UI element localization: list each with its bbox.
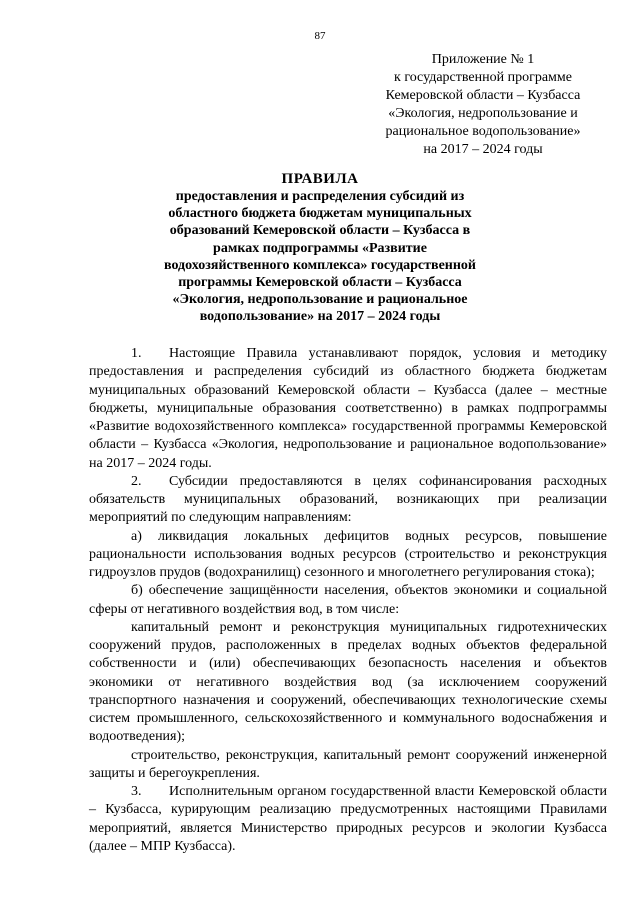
title-line: областного бюджета бюджетам муниципальных: [168, 206, 472, 222]
paragraph-text: Настоящие Правила устанавливают порядок, условия и методику предоставления и распределения субсидий из областного бюджета бюджетам муниципальных образований Кемеровской области – Кузбасса (далее – местные бюджеты, муниципальные образования соответственно) в рамках подпрограммы «Развитие водохозяйственного комплекса» государственной программы Кемеровской области – Кузбасса «Экология, недропользование и рациональное водопользование» на 2017 – 2024 годы.: [89, 346, 607, 471]
page-number: 87: [314, 30, 326, 42]
paragraph-2: [89, 473, 607, 528]
paragraph-2-item-b-1: капитальный ремонт и реконструкция муниципальных гидротехнических сооружений прудов, расположенных в пределах водных объектов федеральной собственности и (или) обеспечивающих безопасность населения и объектов экономики от негативного воздействия вод (за исключением сооружений транспортного назначения и сооружений, обеспечивающих технологические схемы систем промышленного, сельскохозяйственного и коммунального водоснабжения и водоотведения);: [89, 619, 607, 745]
title-line: предоставления и распределения субсидий из: [175, 189, 465, 204]
paragraph-text: Исполнительным органом государственной власти Кемеровской области – Кузбасса, курирующим реализацию предусмотренных настоящими Правилами мероприятий, является Министерство природных ресурсов и экологии Кузбасса (далее – МПР Кузбасса).: [89, 784, 607, 854]
paragraph-number: 3.: [131, 784, 142, 799]
paragraph-number: 2.: [131, 473, 142, 489]
paragraph-2-item-b: б) обеспечение защищённости населения, объектов экономики и социальной сферы от негативного воздействия вод, в том числе:: [89, 583, 607, 617]
paragraph-2-item-a: а) ликвидация локальных дефицитов водных ресурсов, повышение рациональности использования водных ресурсов (строительство и реконструкция гидроузлов прудов (водохранилищ) сезонного и многолетнего регулирования стока);: [89, 528, 607, 580]
title-line: «Экология, недропользование и рациональное: [172, 292, 468, 308]
title-line: водохозяйственного комплекса» государственной: [163, 257, 476, 273]
appendix-line: Кемеровской области – Кузбасса: [385, 88, 581, 103]
appendix-header: [360, 51, 606, 159]
paragraph-text: Субсидии предоставляются в целях софинансирования расходных обязательств муниципальных образований, возникающих при реализации мероприятий по следующим направлениям:: [89, 473, 607, 526]
document-title: [140, 170, 500, 326]
appendix-line: на 2017 – 2024 годы: [423, 142, 543, 157]
title-line: водопользование» на 2017 – 2024 годы: [199, 309, 441, 325]
paragraph-3: [89, 783, 607, 856]
title-line: программы Кемеровской области – Кузбасса: [178, 275, 462, 291]
title-line: образований Кемеровской области – Кузбасса в: [169, 223, 471, 239]
paragraph-number: 1.: [131, 346, 142, 361]
appendix-line: «Экология, недропользование и: [388, 106, 578, 121]
appendix-line: рациональное водопользование»: [385, 124, 581, 139]
appendix-line: Приложение № 1: [431, 52, 535, 67]
paragraph-1: [89, 345, 607, 473]
title-heading: ПРАВИЛА: [281, 171, 359, 187]
appendix-line: к государственной программе: [394, 70, 572, 85]
title-line: рамках подпрограммы «Развитие: [213, 240, 427, 256]
paragraph-2-item-b-2: строительство, реконструкция, капитальный ремонт сооружений инженерной защиты и берегоукрепления.: [89, 747, 607, 781]
document-body: [89, 345, 607, 856]
